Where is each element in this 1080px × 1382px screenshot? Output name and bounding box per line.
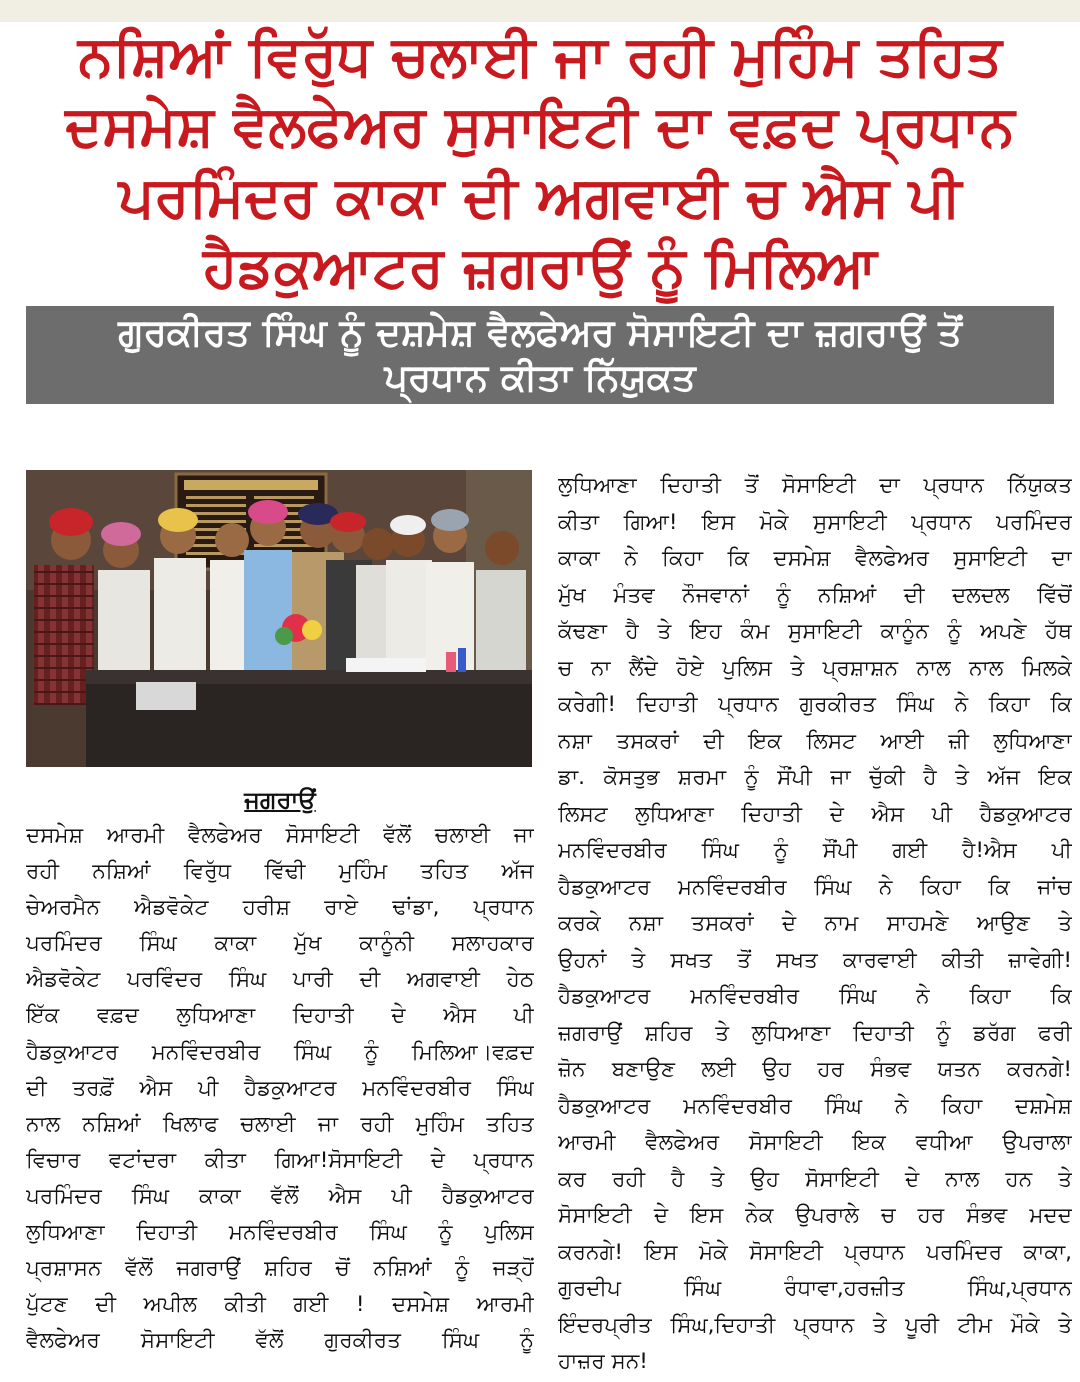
top-border-strip (0, 0, 1080, 22)
headline-line: ਪਰਮਿੰਦਰ ਕਾਕਾ ਦੀ ਅਗਵਾਈ ਚ ਐਸ ਪੀ (118, 164, 962, 230)
article-line: ਜ਼ੋਨ ਬਣਾਉਣ ਲਈ ਉਹ ਹਰ ਸੰਭਵ ਯਤਨ ਕਰਨਗੇ! (558, 1057, 1072, 1082)
article-left-column (26, 782, 534, 1382)
dateline: ਜਗਰਾਉਂ (244, 786, 316, 814)
article-line: ਲੁਧਿਆਣਾ ਦਿਹਾਤੀ ਤੋਂ ਸੋਸਾਇਟੀ ਦਾ ਪ੍ਰਧਾਨ ਨਿੱਯੁਕਤ (558, 473, 1072, 498)
article-line: ਕਰਨਗੇ! ਇਸ ਮੋਕੇ ਸੋਸਾਇਟੀ ਪ੍ਰਧਾਨ ਪਰਮਿੰਦਰ ਕਾਕਾ, (558, 1239, 1072, 1265)
article-line: ਡਾ. ਕੋਸਤੁਭ ਸ਼ਰਮਾ ਨੂੰ ਸੌਂਪੀ ਜਾ ਚੁੱਕੀ ਹੈ ਤੇ ਅੱਜ ਇਕ (558, 765, 1072, 790)
article-line: ਰਹੀ ਨਸ਼ਿਆਂ ਵਿਰੁੱਧ ਵਿੱਢੀ ਮੁਹਿੰਮ ਤਹਿਤ ਅੱਜ (26, 859, 534, 885)
article-line: ਕਾਕਾ ਨੇ ਕਿਹਾ ਕਿ ਦਸਮੇਸ਼ ਵੈਲਫੇਅਰ ਸੁਸਾਇਟੀ ਦਾ (558, 546, 1072, 571)
headline-line: ਦਸਮੇਸ਼ ਵੈਲਫੇਅਰ ਸੁਸਾਇਟੀ ਦਾ ਵਫ਼ਦ ਪ੍ਰਧਾਨ (65, 94, 1015, 160)
article-line: ਵੈਲਫੇਅਰ ਸੋਸਾਇਟੀ ਵੱਲੋਂ ਗੁਰਕੀਰਤ ਸਿੰਘ ਨੂੰ (26, 1328, 534, 1354)
article-line: ਕੀਤਾ ਗਿਆ! ਇਸ ਮੋਕੇ ਸੁਸਾਇਟੀ ਪ੍ਰਧਾਨ ਪਰਮਿੰਦਰ (558, 509, 1072, 535)
subheadline-banner (26, 306, 1054, 404)
article-line: ਕਰਕੇ ਨਸ਼ਾ ਤਸਕਰਾਂ ਦੇ ਨਾਮ ਸਾਹਮਣੇ ਆਉਣ ਤੇ (558, 911, 1072, 936)
article-line: ਪੁੱਟਣ ਦੀ ਅਪੀਲ ਕੀਤੀ ਗਈ ! ਦਸਮੇਸ਼ ਆਰਮੀ (26, 1292, 534, 1318)
news-photo-illustration (26, 470, 532, 767)
headline (20, 22, 1060, 304)
article-line: ਆਰਮੀ ਵੈਲਫੇਅਰ ਸੋਸਾਇਟੀ ਇਕ ਵਧੀਆ ਉਪਰਾਲਾ (558, 1130, 1072, 1155)
article-line: ਪ੍ਰਸ਼ਾਸਨ ਵੱਲੋਂ ਜਗਰਾਉਂ ਸ਼ਹਿਰ ਚੋਂ ਨਸ਼ਿਆਂ ਨੂੰ ਜੜ੍ਹੋਂ (26, 1256, 534, 1282)
article-line: ਦਸਮੇਸ਼ ਆਰਮੀ ਵੈਲਫੇਅਰ ਸੋਸਾਇਟੀ ਵੱਲੋਂ ਚਲਾਈ ਜਾ (26, 823, 534, 848)
subheadline-line: ਪ੍ਰਧਾਨ ਕੀਤਾ ਨਿੱਯੁਕਤ (384, 356, 696, 399)
article-line: ਐਡਵੋਕੇਟ ਪਰਵਿੰਦਰ ਸਿੰਘ ਪਾਰੀ ਦੀ ਅਗਵਾਈ ਹੇਠ (26, 967, 534, 993)
article-line: ਚੇਅਰਮੈਨ ਐਡਵੋਕੇਟ ਹਰੀਸ਼ ਰਾਏ ਢਾਂਡਾ, ਪ੍ਰਧਾਨ (26, 895, 534, 921)
article-line: ਚ ਨਾ ਲੈਂਦੇ ਹੋਏ ਪੁਲਿਸ ਤੇ ਪ੍ਰਸ਼ਾਸ਼ਨ ਨਾਲ ਨਾਲ ਮਿਲਕੇ (558, 655, 1072, 681)
article-line: ਜ਼ਗਰਾਉਂ ਸ਼ਹਿਰ ਤੇ ਲੁਧਿਆਣਾ ਦਿਹਾਤੀ ਨੂੰ ਡਰੱਗ ਫਰੀ (558, 1020, 1072, 1046)
article-line: ਹੈਡਕੁਆਟਰ ਮਨਵਿੰਦਰਬੀਰ ਸਿੰਘ ਨੂੰ ਮਿਲਿਆ।ਵਫ਼ਦ (26, 1039, 534, 1065)
article-line: ਇੰਦਰਪ੍ਰੀਤ ਸਿੰਘ,ਦਿਹਾਤੀ ਪ੍ਰਧਾਨ ਤੇ ਪੂਰੀ ਟੀਮ ਮੌਕੇ ਤੇ (558, 1312, 1072, 1338)
article-line: ਦੀ ਤਰਫ਼ੋਂ ਐਸ ਪੀ ਹੈਡਕੁਆਟਰ ਮਨਵਿੰਦਰਬੀਰ ਸਿੰਘ (26, 1075, 534, 1101)
article-line: ਇੱਕ ਵਫ਼ਦ ਲੁਧਿਆਣਾ ਦਿਹਾਤੀ ਦੇ ਐਸ ਪੀ (26, 1003, 534, 1029)
article-right-column (558, 468, 1072, 1381)
article-line: ਕਰੇਗੀ! ਦਿਹਾਤੀ ਪ੍ਰਧਾਨ ਗੁਰਕੀਰਤ ਸਿੰਘ ਨੇ ਕਿਹਾ ਕਿ (558, 692, 1072, 717)
article-line: ਹੈਡਕੁਆਟਰ ਮਨਵਿੰਦਰਬੀਰ ਸਿੰਘ ਨੇ ਕਿਹਾ ਦਸ਼ਮੇਸ਼ (558, 1093, 1072, 1119)
article-line: ਸੋਸਾਇਟੀ ਦੇ ਇਸ ਨੇਕ ਉਪਰਾਲੇ ਚ ਹਰ ਸੰਭਵ ਮਦਦ (558, 1203, 1072, 1228)
article-line: ਹੈਡਕੁਆਟਰ ਮਨਵਿੰਦਰਬੀਰ ਸਿੰਘ ਨੇ ਕਿਹਾ ਕਿ (558, 984, 1072, 1009)
headline-line: ਨਸ਼ਿਆਂ ਵਿਰੁੱਧ ਚਲਾਈ ਜਾ ਰਹੀ ਮੁਹਿੰਮ ਤਹਿਤ (78, 23, 1002, 89)
article-line: ਗੁਰਦੀਪ ਸਿੰਘ ਰੰਧਾਵਾ,ਹਰਜ਼ੀਤ ਸਿੰਘ,ਪ੍ਰਧਾਨ (558, 1276, 1072, 1301)
article-line: ਨਾਲ ਨਸ਼ਿਆਂ ਖਿਲਾਫ ਚਲਾਈ ਜਾ ਰਹੀ ਮੁਹਿੰਮ ਤਹਿਤ (26, 1111, 534, 1137)
article-line: ਪਰਮਿੰਦਰ ਸਿੰਘ ਕਾਕਾ ਮੁੱਖ ਕਾਨੂੰਨੀ ਸਲਾਹਕਾਰ (26, 931, 534, 957)
article-line: ਪਰਮਿੰਦਰ ਸਿੰਘ ਕਾਕਾ ਵੱਲੋਂ ਐਸ ਪੀ ਹੈਡਕੁਆਟਰ (26, 1183, 534, 1209)
article-line: ਨਸ਼ਾ ਤਸਕਰਾਂ ਦੀ ਇਕ ਲਿਸਟ ਆਈ ਜ਼ੀ ਲੁਧਿਆਣਾ (558, 728, 1072, 754)
news-photo (26, 470, 532, 767)
article-line: ਉਹਨਾਂ ਤੇ ਸਖਤ ਤੋਂ ਸਖਤ ਕਾਰਵਾਈ ਕੀਤੀ ਜ਼ਾਵੇਗੀ! (558, 947, 1072, 973)
article-line: ਲਿਸਟ ਲੁਧਿਆਣਾ ਦਿਹਾਤੀ ਦੇ ਐਸ ਪੀ ਹੈਡਕੁਆਟਰ (558, 801, 1072, 827)
article-line: ਹਾਜ਼ਰ ਸਨ! (558, 1349, 648, 1374)
article-line: ਕੱਢਣਾ ਹੈ ਤੇ ਇਹ ਕੰਮ ਸੁਸਾਇਟੀ ਕਾਨੂੰਨ ਨੂੰ ਅਪਣੇ ਹੱਥ (558, 619, 1072, 644)
article-line: ਮਨਵਿੰਦਰਬੀਰ ਸਿੰਘ ਨੂੰ ਸੌਂਪੀ ਗਈ ਹੈ!ਐਸ ਪੀ (558, 838, 1072, 863)
headline-line: ਹੈਡਕੁਆਟਰ ਜ਼ਗਰਾਉਂ ਨੂੰ ਮਿਲਿਆ (203, 235, 877, 301)
article-line: ਲੁਧਿਆਣਾ ਦਿਹਾਤੀ ਮਨਵਿੰਦਰਬੀਰ ਸਿੰਘ ਨੂੰ ਪੁਲਿਸ (26, 1220, 534, 1246)
subheadline-line: ਗੁਰਕੀਰਤ ਸਿੰਘ ਨੂੰ ਦਸ਼ਮੇਸ਼ ਵੈਲਫੇਅਰ ਸੋਸਾਇਟੀ ਦਾ ਜ਼ਗਰਾਉਂ ਤੋਂ (118, 310, 962, 354)
article-line: ਵਿਚਾਰ ਵਟਾਂਦਰਾ ਕੀਤਾ ਗਿਆ!ਸੋਸਾਇਟੀ ਦੇ ਪ੍ਰਧਾਨ (26, 1147, 534, 1173)
article-line: ਮੁੱਖ ਮੰਤਵ ਨੌਜਵਾਨਾਂ ਨੂੰ ਨਸ਼ਿਆਂ ਦੀ ਦਲਦਲ ਵਿੱਚੋਂ (558, 582, 1072, 608)
article-line: ਹੈਡਕੁਆਟਰ ਮਨਵਿੰਦਰਬੀਰ ਸਿੰਘ ਨੇ ਕਿਹਾ ਕਿ ਜਾਂਚ (558, 874, 1072, 900)
article-line: ਕਰ ਰਹੀ ਹੈ ਤੇ ਉਹ ਸੋਸਾਇਟੀ ਦੇ ਨਾਲ ਹਨ ਤੇ (558, 1166, 1072, 1192)
